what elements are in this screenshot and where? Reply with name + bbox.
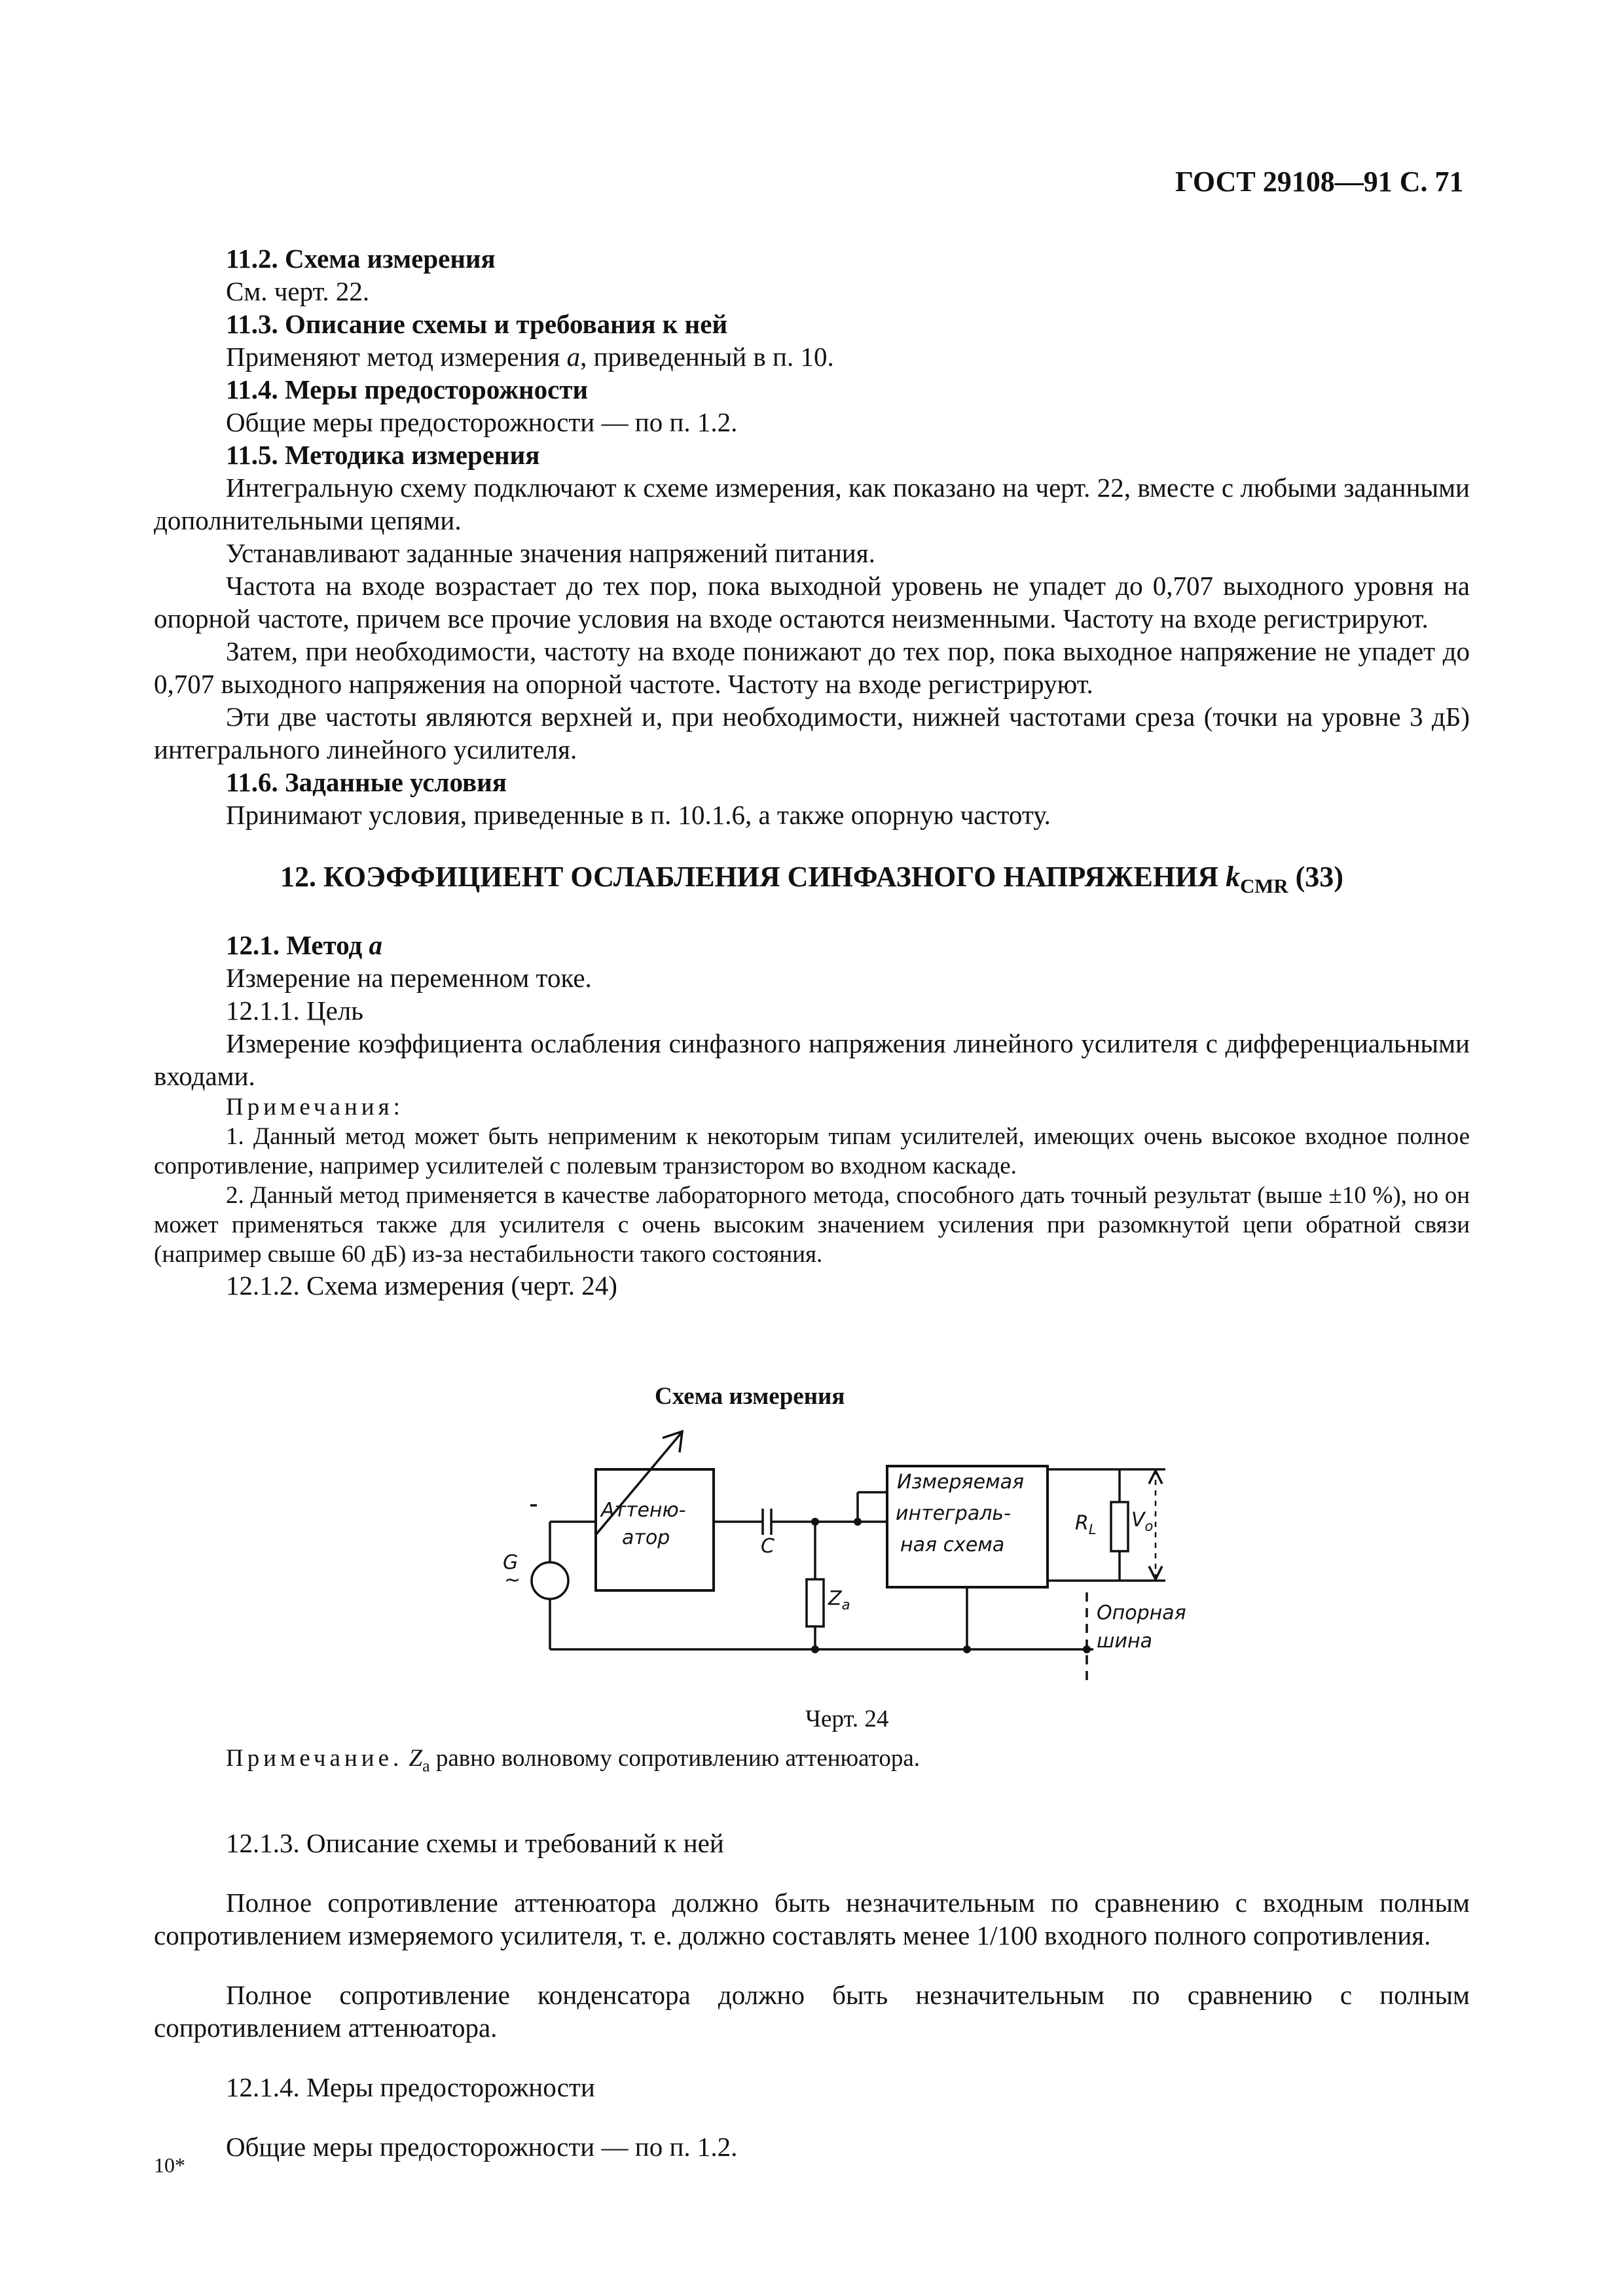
section-12-1-2-title: 12.1.2. Схема измерения (черт. 24) — [226, 1270, 617, 1300]
section-11-5-p5: Эти две частоты являются верхней и, при необходимости, нижней частотами среза (точки на уровне 3 дБ) интегрального линейного усилителя. — [154, 702, 1470, 764]
page-footer: 10* — [154, 2153, 185, 2177]
section-11-2-text: См. черт. 22. — [226, 276, 370, 306]
generator-tilde: ~ — [504, 1569, 521, 1592]
section-11-3-title: 11.3. Описание схемы и требования к ней — [226, 309, 728, 339]
section-12-1-3-p1: Полное сопротивление аттенюатора должно быть незначительным по сравнению с входным полным сопротивлением измеряемого усилителя, т. е. должно составлять менее 1/100 входного полного сопротивления. — [154, 1888, 1470, 1950]
notes-title: Примечания: — [226, 1093, 404, 1121]
section-11-2-title: 11.2. Схема измерения — [226, 243, 496, 274]
section-12-1-title: 12.1. Метод a — [226, 929, 383, 960]
ic-label-3: ная схема — [900, 1534, 1005, 1556]
section-11-5-title: 11.5. Методика измерения — [226, 440, 540, 470]
generator-symbol — [532, 1562, 568, 1599]
circuit-svg — [511, 1424, 1218, 1698]
section-11-4-title: 11.4. Меры предосторожности — [226, 374, 589, 404]
ic-label-1: Измеряемая — [897, 1471, 1025, 1494]
capacitor-label: C — [761, 1535, 775, 1558]
section-11-3-text: Применяют метод измерения a, приведенный в п. 10. — [226, 342, 834, 372]
circuit-diagram — [503, 1424, 1218, 1698]
za-resistor — [807, 1579, 824, 1626]
section-11-5-p2: Устанавливают заданные значения напряжений питания. — [226, 538, 875, 568]
section-11-5-p1: Интегральную схему подключают к схеме измерения, как показано на черт. 22, вместе с любыми заданными дополнительными цепями. — [154, 473, 1470, 535]
section-12-1-4-text: Общие меры предосторожности — по п. 1.2. — [226, 2132, 738, 2162]
section-11-6-text: Принимают условия, приведенные в п. 10.1.6, а также опорную частоту. — [226, 800, 1051, 830]
bus-label-2: шина — [1097, 1630, 1152, 1653]
main-text-2 — [154, 1800, 1470, 2190]
section-11-5-p3: Частота на входе возрастает до тех пор, пока выходной уровень не упадет до 0,707 выходного уровня на опорной частоте, причем все прочие условия на входе остаются неизменными. Частоту на входе регистрируют. — [154, 571, 1470, 634]
attenuator-label-2: атор — [622, 1526, 670, 1549]
main-text — [154, 242, 1470, 1302]
generator-label: G — [503, 1551, 519, 1574]
bus-label-1: Опорная — [1097, 1602, 1186, 1624]
section-12-1-3-title: 12.1.3. Описание схемы и требований к ней — [226, 1828, 724, 1858]
attenuator-label-1: Аттеню- — [601, 1499, 686, 1522]
section-12-1-3-p2: Полное сопротивление конденсатора должно быть незначительным по сравнению с полным сопротивлением аттенюатора. — [154, 1980, 1470, 2043]
section-11-4-text: Общие меры предосторожности — по п. 1.2. — [226, 407, 738, 437]
node-4 — [963, 1645, 971, 1653]
node-2 — [854, 1518, 862, 1526]
section-11-6-title: 11.6. Заданные условия — [226, 767, 507, 797]
diagram-title: Схема измерения — [655, 1383, 845, 1410]
vo-label: $V_o$ — [1131, 1509, 1154, 1534]
rl-resistor — [1111, 1502, 1128, 1551]
section-12-1-text: Измерение на переменном токе. — [226, 962, 592, 993]
node-5 — [1083, 1645, 1091, 1653]
section-12-title: 12. КОЭФФИЦИЕНТ ОСЛАБЛЕНИЯ СИНФАЗНОГО НАПРЯЖЕНИЯ $k_{CMR}$ (33) — [280, 861, 1343, 897]
node-3 — [811, 1645, 819, 1653]
section-12-1-1-text: Измерение коэффициента ослабления синфазного напряжения линейного усилителя с дифференциальными входами. — [154, 1028, 1470, 1091]
za-label: $Z_a$ — [828, 1587, 850, 1613]
figure-note: Примечание. $Z_a$ равно волновому сопротивлению аттенюатора. — [226, 1745, 920, 1776]
section-12-1-4-title: 12.1.4. Меры предосторожности — [226, 2072, 595, 2102]
page-header: ГОСТ 29108—91 С. 71 — [1175, 166, 1464, 198]
figure-caption: Черт. 24 — [805, 1706, 889, 1732]
rl-label: $R_L$ — [1075, 1512, 1097, 1537]
ic-label-2: интеграль- — [896, 1502, 1011, 1525]
note-2: 2. Данный метод применяется в качестве лабораторного метода, способного дать точный результат (выше ±10 %), но он может применяться также для усилителя с очень высоким значением усиления при разомкнутой цепи обратной связи (например свыше 60 дБ) из-за нестабильности такого состояния. — [154, 1181, 1470, 1268]
note-1: 1. Данный метод может быть неприменим к некоторым типам усилителей, имеющих очень высокое входное полное сопротивление, например усилителей с полевым транзистором во входном каскаде. — [154, 1122, 1470, 1179]
section-12-1-1-title: 12.1.1. Цель — [226, 995, 363, 1026]
section-11-5-p4: Затем, при необходимости, частоту на входе понижают до тех пор, пока выходное напряжение не упадет до 0,707 выходного напряжения на опорной частоте. Частоту на входе регистрируют. — [154, 636, 1470, 699]
node-1 — [811, 1518, 819, 1526]
